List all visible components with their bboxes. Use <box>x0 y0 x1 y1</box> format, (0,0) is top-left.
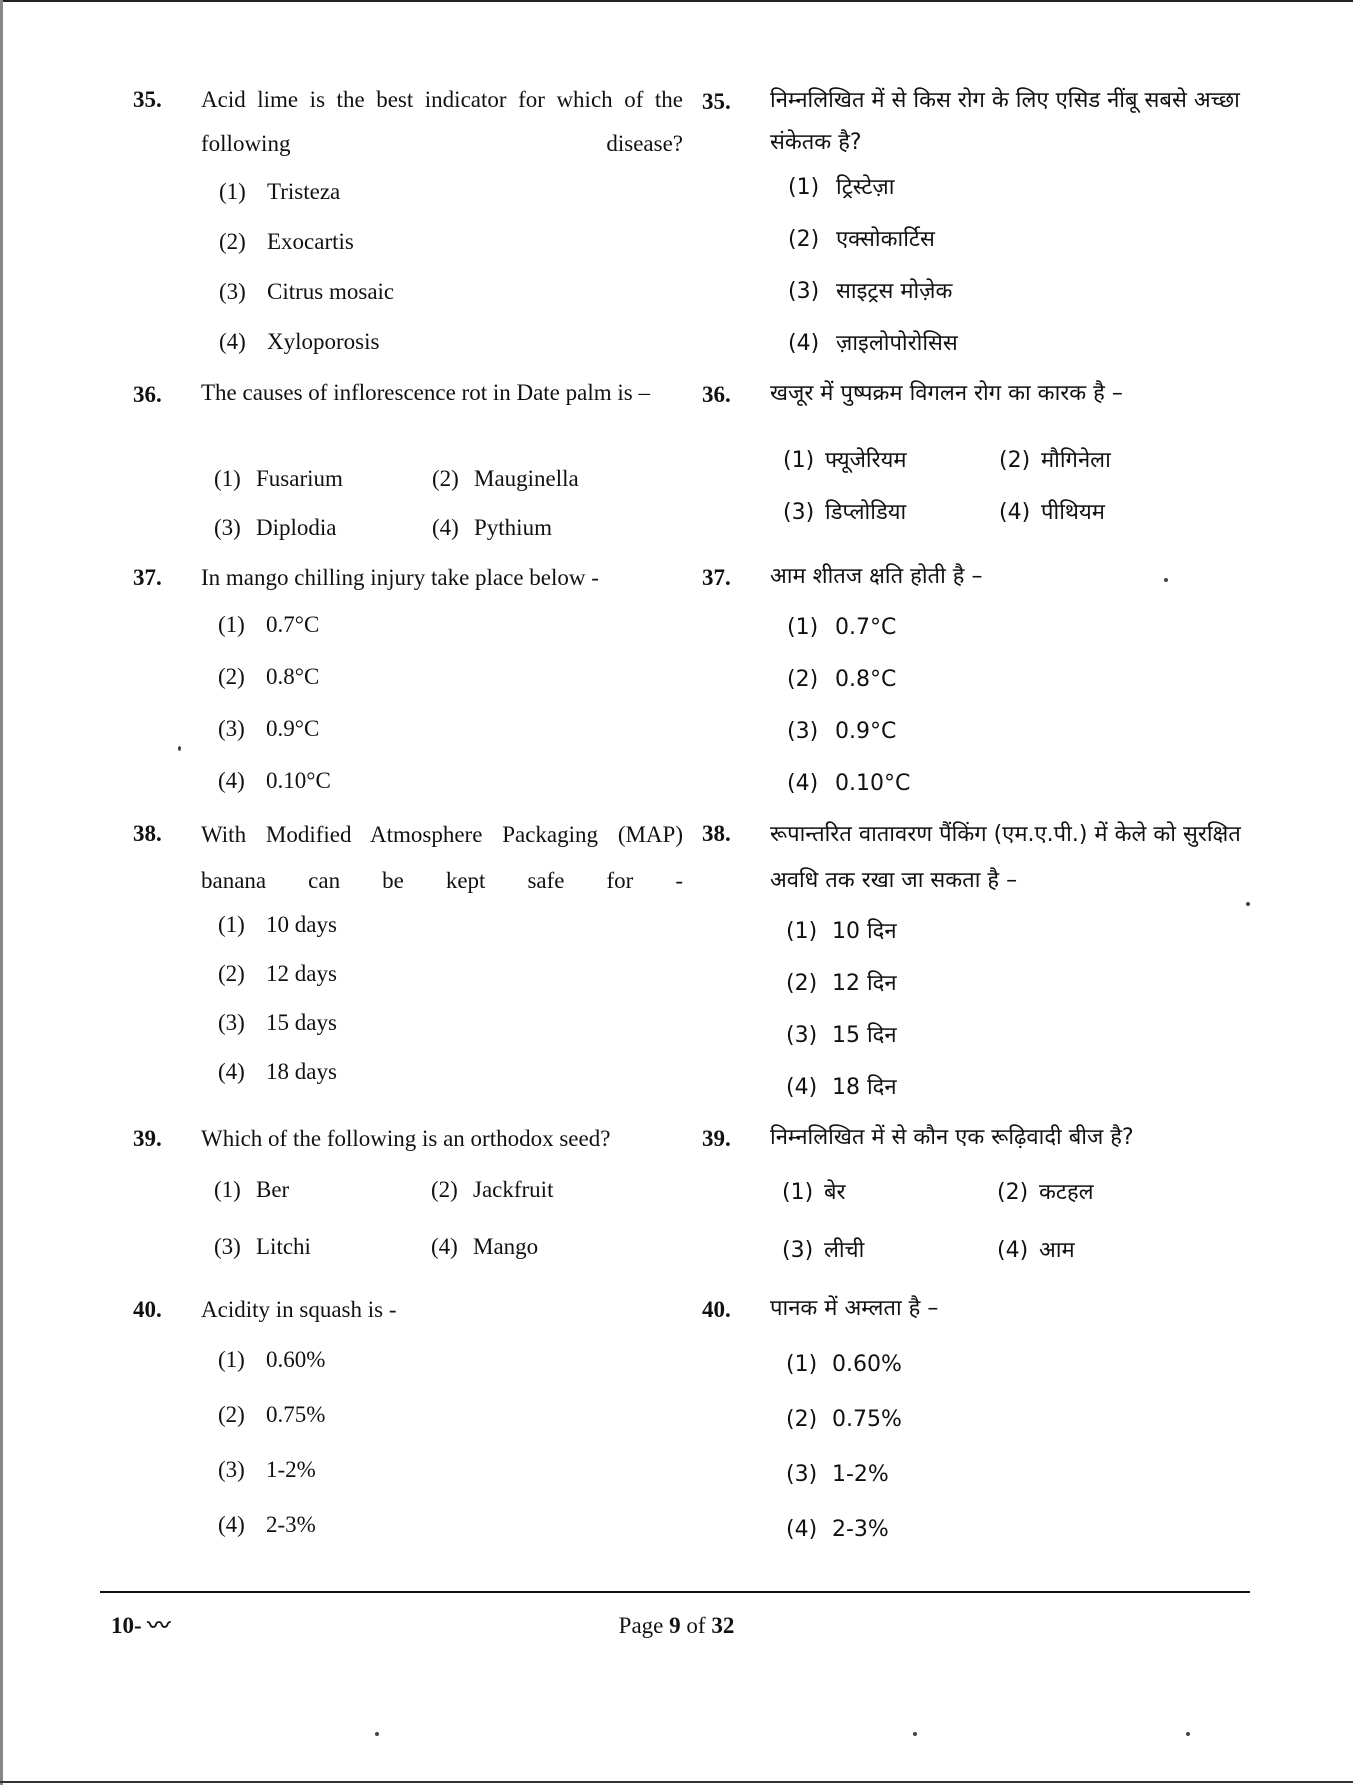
option-1: (1) बेर <box>782 1180 846 1205</box>
option-3: (3) 1-2% <box>218 1457 316 1482</box>
option-2: (2) 12 days <box>218 961 337 986</box>
scan-speck <box>1246 902 1250 906</box>
option-4: (4) Mango <box>431 1234 539 1259</box>
option-3: (3) Citrus mosaic <box>219 279 395 304</box>
option-1: (1) 0.60% <box>786 1352 902 1377</box>
question-text: पानक में अम्लता है – <box>770 1296 939 1321</box>
scan-speck <box>1164 578 1168 582</box>
scan-speck <box>913 1732 917 1736</box>
option-2: (2) कटहल <box>997 1180 1094 1205</box>
option-3: (3) 1-2% <box>786 1462 889 1487</box>
option-2: (2) 0.8°C <box>787 667 897 692</box>
option-4: (4) 0.10°C <box>787 771 911 796</box>
question-text: रूपान्तरित वातावरण पैंकिंग (एम.ए.पी.) में केले को सुरक्षित अवधि तक रखा जा सकता है – <box>770 822 1241 893</box>
option-1: (1) 0.7°C <box>218 612 320 637</box>
question-number: 37. <box>133 565 162 590</box>
option-4: (4) 2-3% <box>218 1512 316 1537</box>
question-number: 38. <box>702 821 731 846</box>
option-4: (4) Pythium <box>432 515 552 540</box>
option-4: (4) 18 days <box>218 1059 337 1084</box>
option-2: (2) एक्सोकार्टिस <box>788 227 935 252</box>
option-3: (3) Litchi <box>214 1234 311 1259</box>
question-number: 39. <box>133 1126 162 1151</box>
option-2: (2) Exocartis <box>219 229 354 254</box>
question-text: Acidity in squash is - <box>201 1297 397 1322</box>
question-text: Which of the following is an orthodox seed? <box>201 1126 611 1151</box>
option-3: (3) लीची <box>782 1238 865 1263</box>
page-top-edge <box>0 0 1353 2</box>
option-3: (3) 0.9°C <box>787 719 897 744</box>
option-2: (2) Mauginella <box>432 466 579 491</box>
page-left-edge <box>0 0 3 1785</box>
option-4: (4) 0.10°C <box>218 768 331 793</box>
question-number: 38. <box>133 821 162 846</box>
question-number: 40. <box>702 1297 731 1322</box>
option-1: (1) 0.7°C <box>787 615 897 640</box>
option-1: (1) 10 दिन <box>786 919 897 944</box>
option-4: (4) 2-3% <box>786 1517 889 1542</box>
option-3: (3) डिप्लोडिया <box>783 500 907 525</box>
option-3: (3) 0.9°C <box>218 716 320 741</box>
paper-code-mark: 〰 <box>147 1613 169 1638</box>
question-text: खजूर में पुष्पक्रम विगलन रोग का कारक है – <box>770 381 1123 406</box>
option-2: (2) मौगिनेला <box>999 448 1111 473</box>
option-4: (4) Xyloporosis <box>219 329 380 354</box>
question-text: The causes of inflorescence rot in Date palm is – <box>201 380 650 405</box>
question-text: आम शीतज क्षति होती है – <box>770 564 983 589</box>
option-4: (4) आम <box>997 1238 1075 1263</box>
option-2: (2) 12 दिन <box>786 971 897 996</box>
option-1: (1) Fusarium <box>214 466 343 491</box>
question-number: 35. <box>702 89 731 114</box>
question-text: In mango chilling injury take place below - <box>201 565 599 590</box>
scan-speck <box>178 746 181 751</box>
page-number: Page 9 of 32 <box>618 1613 735 1638</box>
option-1: (1) फ्यूजेरियम <box>783 448 907 473</box>
option-3: (3) 15 days <box>218 1010 337 1035</box>
option-4: (4) 18 दिन <box>786 1075 897 1100</box>
option-2: (2) 0.8°C <box>218 664 320 689</box>
option-3: (3) 15 दिन <box>786 1023 897 1048</box>
option-4: (4) पीथियम <box>999 500 1105 525</box>
option-1: (1) ट्रिस्टेज़ा <box>788 175 895 200</box>
paper-code-number: 10- <box>111 1613 142 1638</box>
option-3: (3) साइट्रस मोज़ेक <box>788 279 953 304</box>
question-number: 36. <box>702 382 731 407</box>
option-1: (1) 0.60% <box>218 1347 326 1372</box>
question-text: Acid lime is the best indicator for which of the following disease? <box>201 87 683 156</box>
question-text: निम्नलिखित में से कौन एक रूढ़िवादी बीज है? <box>770 1125 1134 1150</box>
page-bottom-edge <box>0 1781 1353 1783</box>
option-1: (1) Tristeza <box>219 179 341 204</box>
question-number: 39. <box>702 1126 731 1151</box>
option-2: (2) 0.75% <box>218 1402 326 1427</box>
option-2: (2) 0.75% <box>786 1407 902 1432</box>
option-3: (3) Diplodia <box>214 515 337 540</box>
scan-speck <box>375 1732 379 1736</box>
question-number: 35. <box>133 87 162 112</box>
option-1: (1) 10 days <box>218 912 337 937</box>
scan-speck <box>1186 1732 1190 1736</box>
question-number: 37. <box>702 565 731 590</box>
question-text: With Modified Atmosphere Packaging (MAP) banana can be kept safe for - <box>201 822 683 893</box>
question-number: 36. <box>133 382 162 407</box>
footer-rule <box>100 1591 1250 1593</box>
question-number: 40. <box>133 1297 162 1322</box>
option-1: (1) Ber <box>214 1177 290 1202</box>
option-4: (4) ज़ाइलोपोरोसिस <box>788 331 958 356</box>
question-text: निम्नलिखित में से किस रोग के लिए एसिड नींबू सबसे अच्छा संकेतक है? <box>770 88 1240 155</box>
option-2: (2) Jackfruit <box>431 1177 554 1202</box>
